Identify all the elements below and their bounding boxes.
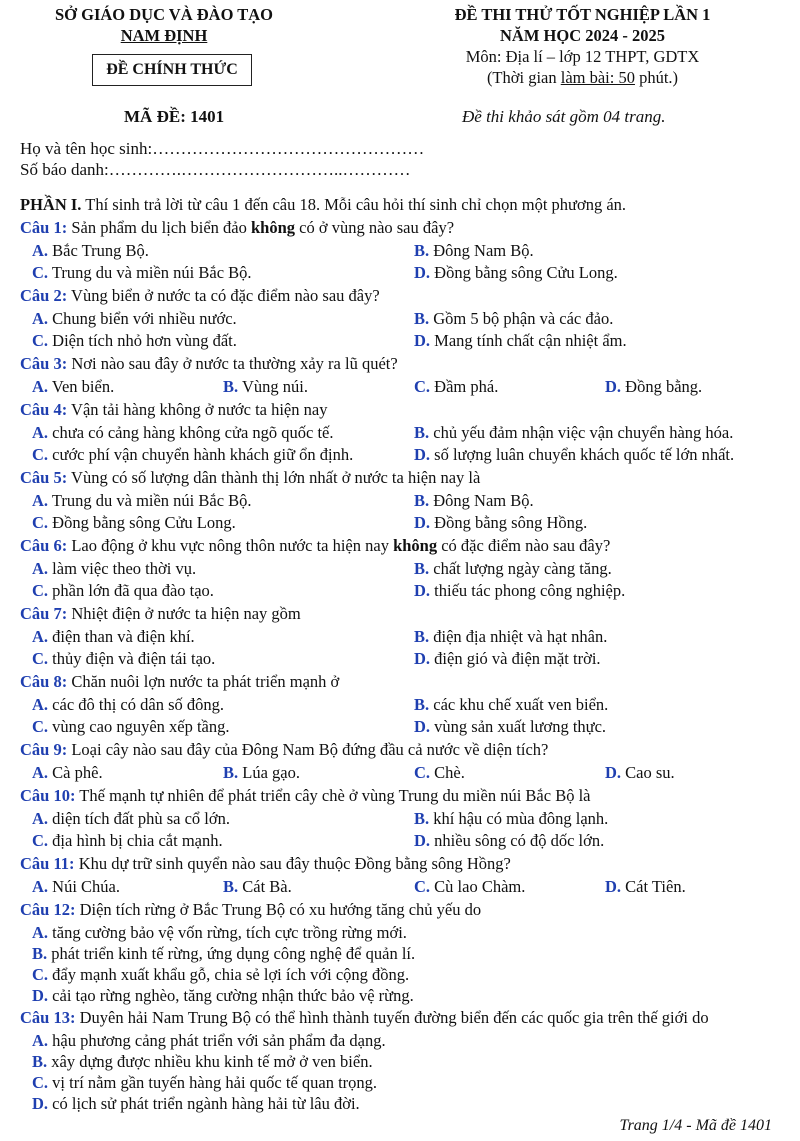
answer-option-d[interactable] [414, 716, 792, 738]
option-text: thiếu tác phong công nghiệp. [434, 581, 626, 600]
question-text: Nơi nào sau đây ở nước ta thường xảy ra lũ quét? [67, 354, 398, 373]
option-text: Vùng núi. [241, 377, 308, 396]
question-label: Câu 6: [20, 536, 68, 555]
option-letter: C. [32, 513, 49, 532]
answer-option-a[interactable] [32, 558, 414, 580]
province-name: NAM ĐỊNH [120, 26, 208, 45]
answer-option-c[interactable] [414, 876, 605, 898]
answer-option-d[interactable] [414, 648, 792, 670]
time-limit: (Thời gian làm bài: 50 phút.) [486, 68, 679, 87]
answer-options [20, 558, 780, 602]
option-letter: D. [414, 649, 431, 668]
question-text: Vùng biển ở nước ta có đặc điểm nào sau đây? [67, 286, 380, 305]
option-text: khí hậu có mùa đông lạnh. [433, 809, 609, 828]
option-text: Cao su. [625, 763, 675, 782]
option-letter: D. [414, 717, 431, 736]
option-text: các đô thị có dân số đông. [52, 695, 225, 714]
option-letter: D. [414, 331, 431, 350]
exam-code: MÃ ĐỀ: 1401 [124, 107, 225, 126]
answer-option-d[interactable] [32, 985, 780, 1006]
option-text: Cát Bà. [242, 877, 292, 896]
answer-option-a[interactable] [32, 490, 414, 512]
option-letter: A. [32, 241, 49, 260]
option-text: hậu phương cảng phát triển với sản phẩm đa dạng. [52, 1031, 386, 1050]
question-11 [20, 853, 780, 874]
school-year: NĂM HỌC 2024 - 2025 [500, 26, 665, 45]
option-text: phát triển kinh tế rừng, ứng dụng công nghệ để quản lí. [51, 944, 416, 963]
answer-option-a[interactable] [32, 376, 223, 398]
subject-line: Môn: Địa lí – lớp 12 THPT, GDTX [465, 47, 700, 66]
option-letter: A. [32, 423, 49, 442]
option-letter: B. [223, 877, 239, 896]
option-letter: A. [32, 377, 49, 396]
answer-option-a[interactable] [32, 240, 414, 262]
option-text: diện tích đất phù sa cổ lớn. [52, 809, 230, 828]
option-text: chưa có cảng hàng không cửa ngõ quốc tế. [52, 423, 334, 442]
answer-option-a[interactable] [32, 808, 414, 830]
option-text: điện than và điện khí. [52, 627, 195, 646]
option-text: Đồng bằng sông Cửu Long. [52, 513, 236, 532]
option-letter: D. [32, 1094, 49, 1113]
option-letter: A. [32, 695, 49, 714]
option-text: Gồm 5 bộ phận và các đảo. [433, 309, 614, 328]
answer-option-d[interactable] [605, 876, 792, 898]
question-label: Câu 11: [20, 854, 75, 873]
question-label: Câu 8: [20, 672, 68, 691]
option-text: Đồng bằng. [625, 377, 703, 396]
option-letter: C. [32, 581, 49, 600]
option-letter: B. [32, 944, 48, 963]
question-text: Lao động ở khu vực nông thôn nước ta hiện nay [67, 536, 394, 555]
school-dept-header [28, 4, 300, 46]
question-1 [20, 217, 780, 238]
answer-option-c[interactable] [32, 262, 414, 284]
answer-option-a[interactable] [32, 308, 414, 330]
option-text: cước phí vận chuyển hành khách giữ ổn định. [52, 445, 354, 464]
answer-options [20, 1030, 780, 1114]
question-4 [20, 399, 780, 420]
question-9 [20, 739, 780, 760]
answer-options [20, 308, 780, 352]
question-label: Câu 12: [20, 900, 76, 919]
page-footer: Trang 1/4 - Mã đề 1401 [619, 1117, 772, 1134]
pages-note: Đề thi khảo sát gồm 04 trang. [462, 107, 666, 126]
option-letter: D. [414, 581, 431, 600]
answer-options [20, 694, 780, 738]
exam-title: ĐỀ THI THỬ TỐT NGHIỆP LẦN 1 [454, 5, 711, 24]
answer-option-d[interactable] [414, 444, 792, 466]
option-letter: A. [32, 809, 49, 828]
answer-option-a[interactable] [32, 422, 414, 444]
option-text: Bắc Trung Bộ. [52, 241, 149, 260]
answer-option-c[interactable] [32, 648, 414, 670]
option-text: Chè. [434, 763, 465, 782]
option-text: có lịch sử phát triển ngành hàng hải từ lâu đời. [52, 1094, 360, 1113]
option-text: chủ yếu đảm nhận việc vận chuyển hàng hóa. [433, 423, 734, 442]
option-text: số lượng luân chuyển khách quốc tế lớn nhất. [434, 445, 735, 464]
answer-options [20, 376, 780, 398]
question-8 [20, 671, 780, 692]
option-text: xây dựng được nhiều khu kinh tế mở ở ven biển. [51, 1052, 373, 1071]
option-letter: C. [414, 877, 431, 896]
option-text: Trung du và miền núi Bắc Bộ. [51, 491, 252, 510]
option-letter: D. [32, 986, 49, 1005]
answer-option-d[interactable] [414, 830, 792, 852]
answer-option-d[interactable] [32, 1093, 780, 1114]
answer-option-a[interactable] [32, 694, 414, 716]
question-text: Vùng có số lượng dân thành thị lớn nhất ở nước ta hiện nay là [67, 468, 481, 487]
question-emphasis: không [393, 536, 438, 555]
student-info [20, 138, 424, 180]
option-text: Chung biển với nhiều nước. [52, 309, 237, 328]
part-title: PHẦN I. [20, 195, 82, 214]
option-letter: D. [605, 377, 622, 396]
option-text: điện địa nhiệt và hạt nhân. [433, 627, 608, 646]
option-letter: B. [414, 241, 430, 260]
question-list [20, 194, 780, 1115]
answer-option-c[interactable] [32, 1072, 780, 1093]
answer-option-a[interactable] [32, 626, 414, 648]
answer-options [20, 240, 780, 284]
question-text: Duyên hải Nam Trung Bộ có thể hình thành tuyến đường biển đến các quốc gia trên thế giới do [75, 1008, 709, 1027]
option-text: Đầm phá. [434, 377, 499, 396]
option-letter: C. [32, 263, 49, 282]
option-letter: A. [32, 877, 49, 896]
option-letter: A. [32, 1031, 49, 1050]
option-text: tăng cường bảo vệ vốn rừng, tích cực trồng rừng mới. [52, 923, 407, 942]
answer-option-c[interactable] [32, 444, 414, 466]
answer-option-b[interactable] [414, 490, 792, 512]
option-letter: A. [32, 627, 49, 646]
option-letter: C. [32, 717, 49, 736]
option-text: vị trí nằm gần tuyến hàng hải quốc tế quan trọng. [52, 1073, 378, 1092]
option-text: cải tạo rừng nghèo, tăng cường nhận thức bảo vệ rừng. [52, 986, 414, 1005]
option-text: Núi Chúa. [52, 877, 121, 896]
option-text: đẩy mạnh xuất khẩu gỗ, chia sẻ lợi ích với cộng đồng. [52, 965, 410, 984]
question-label: Câu 1: [20, 218, 68, 237]
answer-option-c[interactable] [414, 762, 605, 784]
question-text: Chăn nuôi lợn nước ta phát triển mạnh ở [67, 672, 340, 691]
question-label: Câu 7: [20, 604, 68, 623]
question-text-tail: có đặc điểm nào sau đây? [437, 536, 611, 555]
question-label: Câu 10: [20, 786, 76, 805]
option-letter: D. [414, 263, 431, 282]
answer-options [20, 490, 780, 534]
option-letter: C. [414, 763, 431, 782]
option-text: Đông Nam Bộ. [433, 491, 534, 510]
exam-info-header [400, 4, 765, 88]
student-id-line: Số báo danh:………….………………………..………… [20, 160, 411, 179]
answer-option-a[interactable] [32, 762, 223, 784]
option-letter: C. [32, 1073, 49, 1092]
option-text: Cát Tiên. [625, 877, 686, 896]
option-text: Đồng bằng sông Cửu Long. [434, 263, 618, 282]
question-7 [20, 603, 780, 624]
answer-option-d[interactable] [605, 376, 792, 398]
answer-option-b[interactable] [414, 694, 792, 716]
option-letter: B. [223, 763, 239, 782]
question-13 [20, 1007, 780, 1028]
question-6 [20, 535, 780, 556]
question-label: Câu 9: [20, 740, 68, 759]
answer-option-b[interactable] [414, 808, 792, 830]
option-letter: A. [32, 491, 49, 510]
answer-option-c[interactable] [32, 512, 414, 534]
answer-option-b[interactable] [223, 876, 414, 898]
answer-option-c[interactable] [32, 716, 414, 738]
option-text: làm việc theo thời vụ. [52, 559, 197, 578]
answer-option-c[interactable] [414, 376, 605, 398]
dept-name: SỞ GIÁO DỤC VÀ ĐÀO TẠO [54, 5, 274, 24]
option-letter: D. [414, 445, 431, 464]
answer-option-b[interactable] [32, 1051, 780, 1072]
option-letter: D. [605, 877, 622, 896]
answer-option-c[interactable] [32, 330, 414, 352]
option-letter: B. [414, 809, 430, 828]
question-3 [20, 353, 780, 374]
answer-option-a[interactable] [32, 876, 223, 898]
question-text-tail: có ở vùng nào sau đây? [295, 218, 455, 237]
answer-options [20, 422, 780, 466]
option-text: vùng cao nguyên xếp tầng. [52, 717, 230, 736]
option-text: điện gió và điện mặt trời. [434, 649, 601, 668]
option-letter: C. [32, 331, 49, 350]
option-letter: B. [414, 559, 430, 578]
option-letter: B. [223, 377, 239, 396]
option-text: Đồng bằng sông Hồng. [434, 513, 588, 532]
option-letter: D. [414, 831, 431, 850]
answer-option-a[interactable] [32, 922, 780, 943]
option-text: Ven biển. [51, 377, 115, 396]
option-letter: B. [414, 423, 430, 442]
question-label: Câu 2: [20, 286, 68, 305]
option-letter: B. [414, 309, 430, 328]
option-text: các khu chế xuất ven biển. [433, 695, 609, 714]
answer-option-d[interactable] [414, 262, 792, 284]
answer-option-b[interactable] [32, 943, 780, 964]
question-5 [20, 467, 780, 488]
part-text: Thí sinh trả lời từ câu 1 đến câu 18. Mỗi câu hỏi thí sinh chỉ chọn một phương án. [81, 195, 627, 214]
part-instruction [20, 194, 780, 215]
question-12 [20, 899, 780, 920]
answer-option-b[interactable] [414, 240, 792, 262]
question-text: Loại cây nào sau đây của Đông Nam Bộ đứng đầu cả nước về diện tích? [67, 740, 549, 759]
option-letter: C. [32, 965, 49, 984]
option-letter: C. [32, 445, 49, 464]
option-letter: D. [605, 763, 622, 782]
option-letter: C. [32, 831, 49, 850]
question-label: Câu 4: [20, 400, 68, 419]
option-text: Cù lao Chàm. [434, 877, 526, 896]
question-emphasis: không [250, 218, 296, 237]
question-label: Câu 13: [20, 1008, 76, 1027]
option-letter: B. [414, 695, 430, 714]
question-label: Câu 3: [20, 354, 68, 373]
option-text: Cà phê. [52, 763, 103, 782]
question-label: Câu 5: [20, 468, 68, 487]
answer-options [20, 762, 780, 784]
answer-options [20, 626, 780, 670]
question-10 [20, 785, 780, 806]
answer-options [20, 922, 780, 1006]
answer-option-d[interactable] [414, 512, 792, 534]
answer-option-b[interactable] [223, 376, 414, 398]
option-letter: D. [414, 513, 431, 532]
option-text: thủy điện và điện tái tạo. [52, 649, 216, 668]
question-text: Nhiệt điện ở nước ta hiện nay gồm [67, 604, 301, 623]
student-name-line: Họ và tên học sinh:………………………………………… [20, 139, 425, 158]
question-text: Vận tải hàng không ở nước ta hiện nay [67, 400, 328, 419]
answer-option-a[interactable] [32, 1030, 780, 1051]
option-text: địa hình bị chia cắt mạnh. [52, 831, 223, 850]
option-text: Diện tích nhỏ hơn vùng đất. [52, 331, 237, 350]
option-text: Trung du và miền núi Bắc Bộ. [51, 263, 252, 282]
option-text: Lúa gạo. [242, 763, 300, 782]
answer-option-d[interactable] [414, 330, 792, 352]
question-text: Diện tích rừng ở Bắc Trung Bộ có xu hướng tăng chủ yếu do [75, 900, 482, 919]
option-text: Đông Nam Bộ. [433, 241, 534, 260]
official-exam-stamp: ĐỀ CHÍNH THỨC [92, 54, 252, 86]
answer-option-c[interactable] [32, 580, 414, 602]
answer-option-d[interactable] [605, 762, 792, 784]
option-letter: C. [414, 377, 431, 396]
question-text: Sản phẩm du lịch biển đảo [67, 218, 251, 237]
option-text: Mang tính chất cận nhiệt ẩm. [434, 331, 627, 350]
answer-options [20, 808, 780, 852]
answer-option-b[interactable] [414, 422, 792, 444]
answer-option-b[interactable] [414, 308, 792, 330]
option-text: vùng sản xuất lương thực. [434, 717, 607, 736]
answer-options [20, 876, 780, 898]
question-2 [20, 285, 780, 306]
answer-option-b[interactable] [414, 626, 792, 648]
option-text: chất lượng ngày càng tăng. [433, 559, 612, 578]
answer-option-d[interactable] [414, 580, 792, 602]
answer-option-b[interactable] [414, 558, 792, 580]
answer-option-c[interactable] [32, 830, 414, 852]
option-letter: B. [32, 1052, 48, 1071]
option-letter: B. [414, 627, 430, 646]
option-text: phần lớn đã qua đào tạo. [52, 581, 214, 600]
answer-option-b[interactable] [223, 762, 414, 784]
option-letter: A. [32, 923, 49, 942]
option-text: nhiều sông có độ dốc lớn. [434, 831, 605, 850]
question-text: Thế mạnh tự nhiên để phát triển cây chè ở vùng Trung du miền núi Bắc Bộ là [75, 786, 591, 805]
answer-option-c[interactable] [32, 964, 780, 985]
option-letter: B. [414, 491, 430, 510]
option-letter: A. [32, 763, 49, 782]
question-text: Khu dự trữ sinh quyển nào sau đây thuộc Đồng bằng sông Hồng? [74, 854, 511, 873]
option-letter: A. [32, 309, 49, 328]
option-letter: C. [32, 649, 49, 668]
option-letter: A. [32, 559, 49, 578]
